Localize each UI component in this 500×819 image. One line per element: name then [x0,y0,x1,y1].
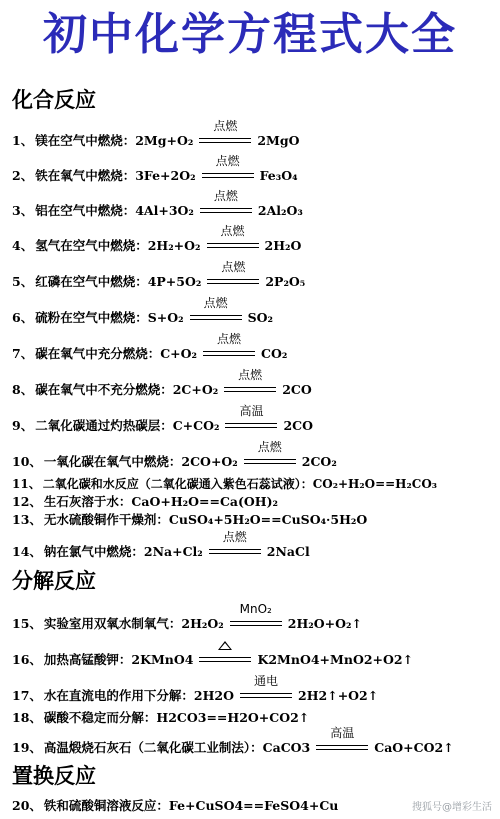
equals-bar [316,749,368,751]
equals-bar [190,319,242,321]
condition-label: 点燃 [238,367,263,382]
equation-number: 12、 [12,493,42,509]
equals-bar [203,351,255,353]
condition-label: 点燃 [216,331,241,346]
equals-bar [207,243,259,245]
equation-number: 3、 [12,202,34,218]
equals-bar [225,427,277,429]
condition-label: 点燃 [257,439,282,454]
equation-reactants: 实验室用双氧水制氧气：2H₂O₂ [43,615,224,631]
equation-row [12,706,309,728]
equals-bar [209,553,261,555]
condition-label: 点燃 [203,295,228,310]
equals-bar [199,138,251,140]
equals-bar [199,142,251,144]
equation-reactants: 镁在空气中燃烧：2Mg+O₂ [35,132,194,148]
equals-bar [200,208,252,210]
equation-products: 2P₂O₅ [265,273,306,289]
equals-bar [316,745,368,747]
equation-products: CaO+CO2↑ [374,739,454,755]
equation-number: 8、 [12,381,34,397]
equation-number: 18、 [12,709,42,725]
page-title: 初中化学方程式大全 [43,9,457,60]
equation-products: 2H2↑+O2↑ [298,687,379,703]
equation-row [12,188,303,221]
equation-number: 16、 [12,651,42,667]
reaction-condition [200,188,252,222]
equals-bar [224,387,276,389]
condition-label: 点燃 [221,259,246,274]
equals-bar [209,549,261,551]
reaction-condition [199,649,251,671]
equation-row [12,153,298,186]
equals-bar [202,173,254,175]
equation-row [12,673,379,706]
equation-reactants: 铁在氧气中燃烧：3Fe+2O₂ [35,167,196,183]
reaction-condition [240,673,292,707]
reaction-condition [316,725,368,759]
equation-products: 2MgO [257,132,300,148]
condition-label: 点燃 [222,529,247,544]
equation-products: 2CO₂ [301,453,337,469]
equals-bar [202,177,254,179]
equals-bar [203,355,255,357]
equals-bar [225,423,277,425]
reaction-condition [209,529,261,563]
equation-row [12,223,302,256]
equation-row [12,367,312,400]
section-heading-displacement: 置换反应 [12,764,96,788]
equals-bar [207,283,259,285]
equation-row [12,508,367,530]
condition-label: 通电 [254,673,279,688]
equation-reactants: 水在直流电的作用下分解：2H2O [43,687,235,703]
equation-text: 二氧化碳和水反应（二氧化碳通入紫色石蕊试液）：CO₂+H₂O==H₂CO₃ [42,476,438,491]
reaction-condition [207,223,259,257]
reaction-condition [190,295,242,329]
equation-number: 20、 [12,797,42,813]
reaction-condition [203,331,255,365]
equation-reactants: 钠在氯气中燃烧：2Na+Cl₂ [43,543,203,559]
equation-reactants: 氢气在空气中燃烧：2H₂+O₂ [35,237,201,253]
equals-bar [190,315,242,317]
reaction-condition [202,153,254,187]
condition-label: 点燃 [215,153,240,168]
equation-row [12,794,338,816]
equation-row [12,403,313,436]
equation-number: 4、 [12,237,34,253]
equation-row [12,529,310,562]
equation-products: 2Al₂O₃ [257,202,303,218]
equals-bar [199,661,251,663]
section-heading-decomposition: 分解反应 [12,569,96,593]
reaction-condition [225,403,277,437]
equation-reactants: 碳在氧气中充分燃烧：C+O₂ [35,345,197,361]
equation-number: 14、 [12,543,42,559]
equation-row [12,439,337,472]
equation-number: 9、 [12,417,34,433]
condition-label: 点燃 [220,223,245,238]
equation-row [12,648,413,670]
equation-row [12,331,288,364]
equation-reactants: 加热高锰酸钾：2KMnO4 [43,651,194,667]
equation-text: 无水硫酸铜作干燥剂：CuSO₄+5H₂O==CuSO₄·5H₂O [43,511,368,527]
condition-label: MnO₂ [239,601,272,616]
equation-text: 碳酸不稳定而分解：H2CO3==H2O+CO2↑ [43,709,310,725]
equals-bar [199,657,251,659]
equals-bar [240,693,292,695]
equation-products: 2CO [282,381,312,397]
equation-number: 6、 [12,309,34,325]
equation-number: 13、 [12,511,42,527]
watermark: 搜狐号@增彩生活 [412,802,492,813]
equation-reactants: 碳在氧气中不充分燃烧：2C+O₂ [35,381,219,397]
condition-label: 点燃 [213,118,238,133]
equation-reactants: 二氧化碳通过灼热碳层：C+CO₂ [35,417,220,433]
equals-bar [240,697,292,699]
equation-number: 15、 [12,615,42,631]
equals-bar [207,247,259,249]
equation-row [12,601,362,634]
equation-reactants: 硫粉在空气中燃烧：S+O₂ [35,309,184,325]
equals-bar [244,459,296,461]
equation-products: 2CO [283,417,313,433]
equation-number: 1、 [12,132,34,148]
section-heading-combination: 化合反应 [12,88,96,112]
reaction-condition [224,367,276,401]
equals-bar [207,279,259,281]
condition-label: 点燃 [213,188,238,203]
equals-bar [224,391,276,393]
condition-label: 高温 [330,725,355,740]
equation-products: Fe₃O₄ [259,167,298,183]
equation-number: 7、 [12,345,34,361]
reaction-condition [244,439,296,473]
equation-number: 10、 [12,453,42,469]
equation-number: 2、 [12,167,34,183]
equation-text: 生石灰溶于水：CaO+H₂O==Ca(OH)₂ [43,493,278,509]
equation-text: 铁和硫酸铜溶液反应：Fe+CuSO4==FeSO4+Cu [43,797,339,813]
equation-number: 17、 [12,687,42,703]
equation-number: 5、 [12,273,34,289]
equation-products: CO₂ [261,345,288,361]
equation-row [12,118,300,151]
reaction-condition [199,118,251,152]
equation-row [12,295,273,328]
reaction-condition [207,259,259,293]
reaction-condition [230,601,282,635]
equals-bar [230,625,282,627]
equation-reactants: 红磷在空气中燃烧：4P+5O₂ [35,273,202,289]
equation-reactants: 一氧化碳在氧气中燃烧：2CO+O₂ [43,453,238,469]
equals-bar [244,463,296,465]
equation-reactants: 铝在空气中燃烧：4Al+3O₂ [35,202,194,218]
equation-products: SO₂ [247,309,273,325]
condition-label: 高温 [239,403,264,418]
equation-number: 19、 [12,739,42,755]
equation-row [12,259,306,292]
equation-products: 2NaCl [266,543,310,559]
equation-reactants: 高温煅烧石灰石（二氧化碳工业制法）：CaCO3 [43,739,311,755]
equation-products: 2H₂O+O₂↑ [287,615,362,631]
equation-number: 11、 [12,476,41,491]
equals-bar [200,212,252,214]
equation-row [12,725,454,758]
equation-products: 2H₂O [264,237,302,253]
equation-products: K2MnO4+MnO2+O2↑ [257,651,414,667]
equals-bar [230,621,282,623]
heating-triangle-icon [218,641,232,650]
